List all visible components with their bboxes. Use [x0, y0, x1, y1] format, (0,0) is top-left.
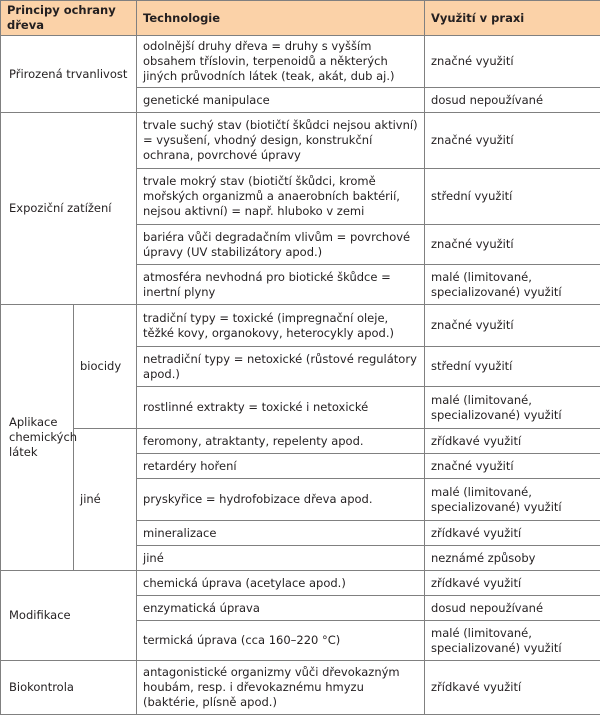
usage-cell: značné využití: [425, 36, 600, 88]
technology-cell: trvale suchý stav (biotičtí škůdci nejsou aktivní) = vysušení, vhodný design, konstrukční ochrana, povrchové úpravy: [137, 113, 425, 169]
technology-cell: mineralizace: [137, 521, 425, 546]
group-biocontrol: Biokontrola: [1, 661, 137, 715]
technology-cell: trvale mokrý stav (biotičtí škůdci, kromě mořských organizmů a anaerobních baktérií, nejsou aktivní) = např. hluboko v zemi: [137, 169, 425, 225]
usage-cell: zřídkavé využití: [425, 661, 600, 715]
usage-cell: dosud nepoužívané: [425, 88, 600, 113]
technology-cell: termická úprava (cca 160–220 °C): [137, 621, 425, 661]
table-row: [1, 113, 600, 169]
table-row: [1, 571, 600, 596]
usage-cell: malé (limitované, specializované) využití: [425, 387, 600, 429]
usage-cell: střední využití: [425, 169, 600, 225]
technology-cell: enzymatická úprava: [137, 596, 425, 621]
header-row: [1, 1, 600, 36]
usage-cell: značné využití: [425, 113, 600, 169]
table-row: [1, 429, 600, 454]
header-principle: Principy ochrany dřeva: [1, 1, 137, 36]
technology-cell: bariéra vůči degradačním vlivům = povrchové úpravy (UV stabilizátory apod.): [137, 225, 425, 265]
technology-cell: pryskyřice = hydrofobizace dřeva apod.: [137, 479, 425, 521]
technology-cell: feromony, atraktanty, repelenty apod.: [137, 429, 425, 454]
header-technology: Technologie: [137, 1, 425, 36]
usage-cell: malé (limitované, specializované) využití: [425, 479, 600, 521]
technology-cell: tradiční typy = toxické (impregnační oleje, těžké kovy, organokovy, heterocykly apod.): [137, 305, 425, 347]
technology-cell: atmosféra nevhodná pro biotické škůdce = inertní plyny: [137, 265, 425, 305]
table-row: [1, 661, 600, 715]
usage-cell: malé (limitované, specializované) využití: [425, 621, 600, 661]
table-row: [1, 36, 600, 88]
group-natural: Přirozená trvanlivost: [1, 36, 137, 113]
group-modification: Modifikace: [1, 571, 137, 661]
technology-cell: netradiční typy = netoxické (růstové regulátory apod.): [137, 347, 425, 387]
usage-cell: zřídkavé využití: [425, 521, 600, 546]
technology-cell: genetické manipulace: [137, 88, 425, 113]
usage-cell: neznámé způsoby: [425, 546, 600, 571]
technology-cell: jiné: [137, 546, 425, 571]
technology-cell: chemická úprava (acetylace apod.): [137, 571, 425, 596]
usage-cell: dosud nepoužívané: [425, 596, 600, 621]
technology-cell: odolnější druhy dřeva = druhy s vyšším obsahem tříslovin, terpenoidů a některých jiných průvodních látek (teak, akát, dub aj.): [137, 36, 425, 88]
usage-cell: střední využití: [425, 347, 600, 387]
technology-cell: antagonistické organizmy vůči dřevokazným houbám, resp. i dřevokaznému hmyzu (baktérie, plísně apod.): [137, 661, 425, 715]
subgroup-other: jiné: [74, 429, 137, 571]
usage-cell: zřídkavé využití: [425, 429, 600, 454]
technology-cell: retardéry hoření: [137, 454, 425, 479]
group-chemical: Aplikace chemických látek: [1, 305, 74, 571]
table-row: [1, 305, 600, 347]
usage-cell: zřídkavé využití: [425, 571, 600, 596]
usage-cell: značné využití: [425, 454, 600, 479]
usage-cell: značné využití: [425, 305, 600, 347]
group-exposure: Expoziční zatížení: [1, 113, 137, 305]
technology-cell: rostlinné extrakty = toxické i netoxické: [137, 387, 425, 429]
usage-cell: značné využití: [425, 225, 600, 265]
header-usage: Využití v praxi: [425, 1, 600, 36]
subgroup-biocides: biocidy: [74, 305, 137, 429]
usage-cell: malé (limitované, specializované) využití: [425, 265, 600, 305]
